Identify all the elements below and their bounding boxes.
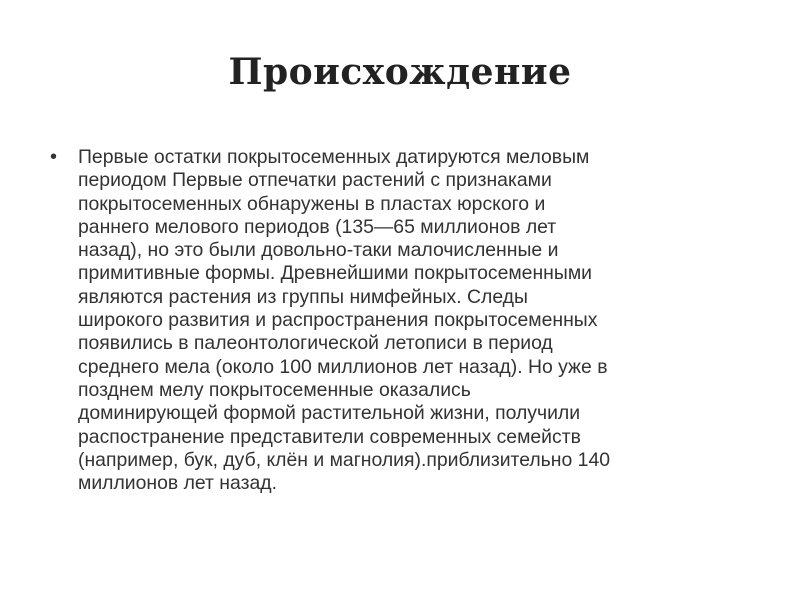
bullet-marker: • <box>50 146 58 168</box>
slide-title: Происхождение <box>228 51 572 93</box>
bullet-item <box>44 146 744 495</box>
slide-body <box>44 146 744 495</box>
bullet-text: Первые остатки покрытосеменных датируются меловым периодом Первые отпечатки растений с признаками покрытосеменных обнаружены в пластах юрского и раннего мелового периодов (135—65 миллионов лет назад), но это были довольно-таки малочисленные и примитивные формы. Древнейшими покрытосеменными являются растения из группы нимфейных. Следы широкого развития и распространения покрытосеменных появились в палеонтологической летописи в период среднего мела (около 100 миллионов лет назад). Но уже в позднем мелу покрытосеменные оказались доминирующей формой растительной жизни, получили распостранение представители современных семейств (например, бук, дуб, клён и магнолия).приблизительно 140 миллионов лет назад. <box>78 146 611 495</box>
